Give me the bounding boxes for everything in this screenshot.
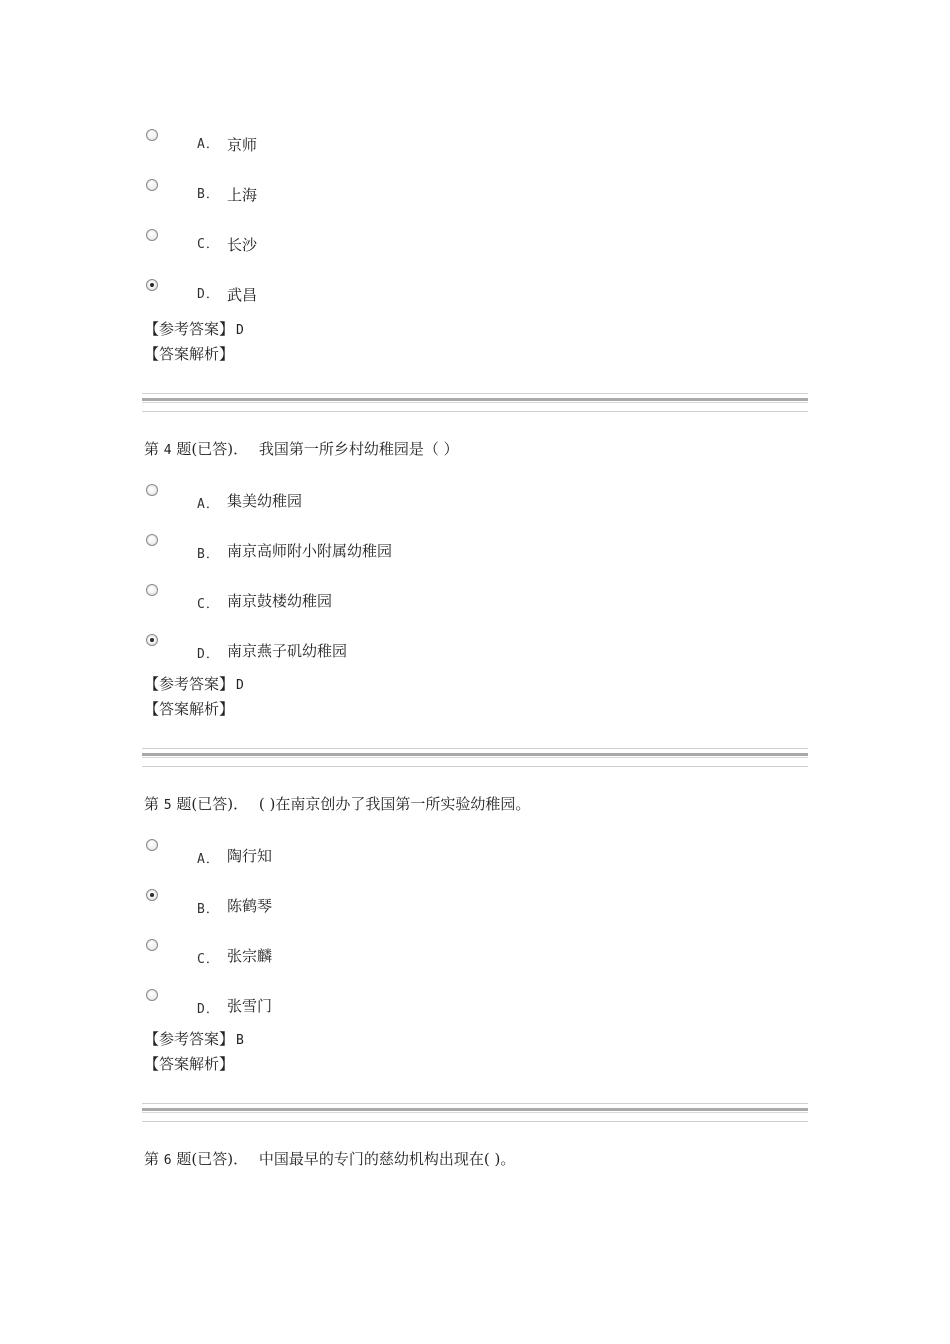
q4-option-d[interactable] (144, 634, 744, 664)
question-status: 题(已答)． (176, 440, 249, 458)
question-number: 5 (163, 798, 172, 813)
option-text: 南京高师附小附属幼稚园 (227, 542, 393, 560)
radio-button[interactable] (146, 534, 158, 546)
reference-answer-label: 【参考答案】 (144, 675, 235, 693)
question-text: ( )在南京创办了我国第一所实验幼稚园。 (258, 795, 531, 813)
radio-button-selected[interactable] (146, 279, 158, 291)
answer-analysis-label: 【答案解析】 (144, 1055, 235, 1073)
question-status: 题(已答)． (176, 1150, 249, 1168)
question-number-prefix: 第 (144, 795, 160, 813)
radio-button[interactable] (146, 989, 158, 1001)
question-number-prefix: 第 (144, 440, 160, 458)
radio-button[interactable] (146, 179, 158, 191)
option-text: 京师 (227, 136, 258, 154)
radio-button[interactable] (146, 229, 158, 241)
question-divider (142, 393, 808, 415)
option-letter: A． (197, 137, 220, 152)
question-text: 我国第一所乡村幼稚园是（ ） (258, 440, 459, 458)
radio-button-selected[interactable] (146, 889, 158, 901)
option-text: 南京鼓楼幼稚园 (227, 592, 333, 610)
question-number-prefix: 第 (144, 1150, 160, 1168)
option-letter: D． (197, 647, 220, 662)
radio-button[interactable] (146, 484, 158, 496)
option-text: 张宗麟 (227, 947, 273, 965)
option-letter: D． (197, 287, 220, 302)
q3-option-d[interactable] (144, 279, 744, 309)
reference-answer-value: B (236, 1033, 244, 1048)
q4-reference-answer (144, 673, 244, 694)
option-text: 陈鹤琴 (227, 897, 273, 915)
q3-answer-analysis (144, 343, 234, 364)
option-text: 集美幼稚园 (227, 492, 303, 510)
option-letter: A． (197, 497, 220, 512)
q5-option-b[interactable] (144, 889, 744, 919)
q5-option-a[interactable] (144, 839, 744, 869)
option-letter: D． (197, 1002, 220, 1017)
option-text: 长沙 (227, 236, 258, 254)
q3-reference-answer (144, 318, 244, 339)
q5-option-c[interactable] (144, 939, 744, 969)
q4-answer-analysis (144, 698, 234, 719)
option-text: 陶行知 (227, 847, 273, 865)
reference-answer-value: D (236, 678, 244, 693)
q4-option-a[interactable] (144, 484, 744, 514)
option-letter: C． (197, 597, 220, 612)
q3-option-c[interactable] (144, 229, 744, 259)
q4-option-c[interactable] (144, 584, 744, 614)
radio-button[interactable] (146, 129, 158, 141)
answer-analysis-label: 【答案解析】 (144, 700, 235, 718)
option-letter: C． (197, 237, 220, 252)
q5-reference-answer (144, 1028, 244, 1049)
reference-answer-value: D (236, 323, 244, 338)
question-divider (142, 748, 808, 770)
question-number: 4 (163, 443, 172, 458)
radio-button[interactable] (146, 839, 158, 851)
option-text: 张雪门 (227, 997, 273, 1015)
option-text: 武昌 (227, 286, 258, 304)
q5-stem (144, 793, 530, 814)
radio-button-selected[interactable] (146, 634, 158, 646)
q4-stem (144, 438, 459, 459)
option-letter: C． (197, 952, 220, 967)
option-letter: B． (197, 902, 220, 917)
reference-answer-label: 【参考答案】 (144, 1030, 235, 1048)
q6-stem (144, 1148, 515, 1169)
question-text: 中国最早的专门的慈幼机构出现在( )。 (258, 1150, 516, 1168)
question-divider (142, 1103, 808, 1125)
q5-answer-analysis (144, 1053, 234, 1074)
option-letter: A． (197, 852, 220, 867)
q5-option-d[interactable] (144, 989, 744, 1019)
q3-option-a[interactable] (144, 129, 744, 159)
q3-option-b[interactable] (144, 179, 744, 209)
option-letter: B． (197, 547, 220, 562)
question-number: 6 (163, 1153, 172, 1168)
option-letter: B． (197, 187, 220, 202)
option-text: 上海 (227, 186, 258, 204)
question-status: 题(已答)． (176, 795, 249, 813)
reference-answer-label: 【参考答案】 (144, 320, 235, 338)
q4-option-b[interactable] (144, 534, 744, 564)
option-text: 南京燕子矶幼稚园 (227, 642, 348, 660)
answer-analysis-label: 【答案解析】 (144, 345, 235, 363)
radio-button[interactable] (146, 939, 158, 951)
radio-button[interactable] (146, 584, 158, 596)
